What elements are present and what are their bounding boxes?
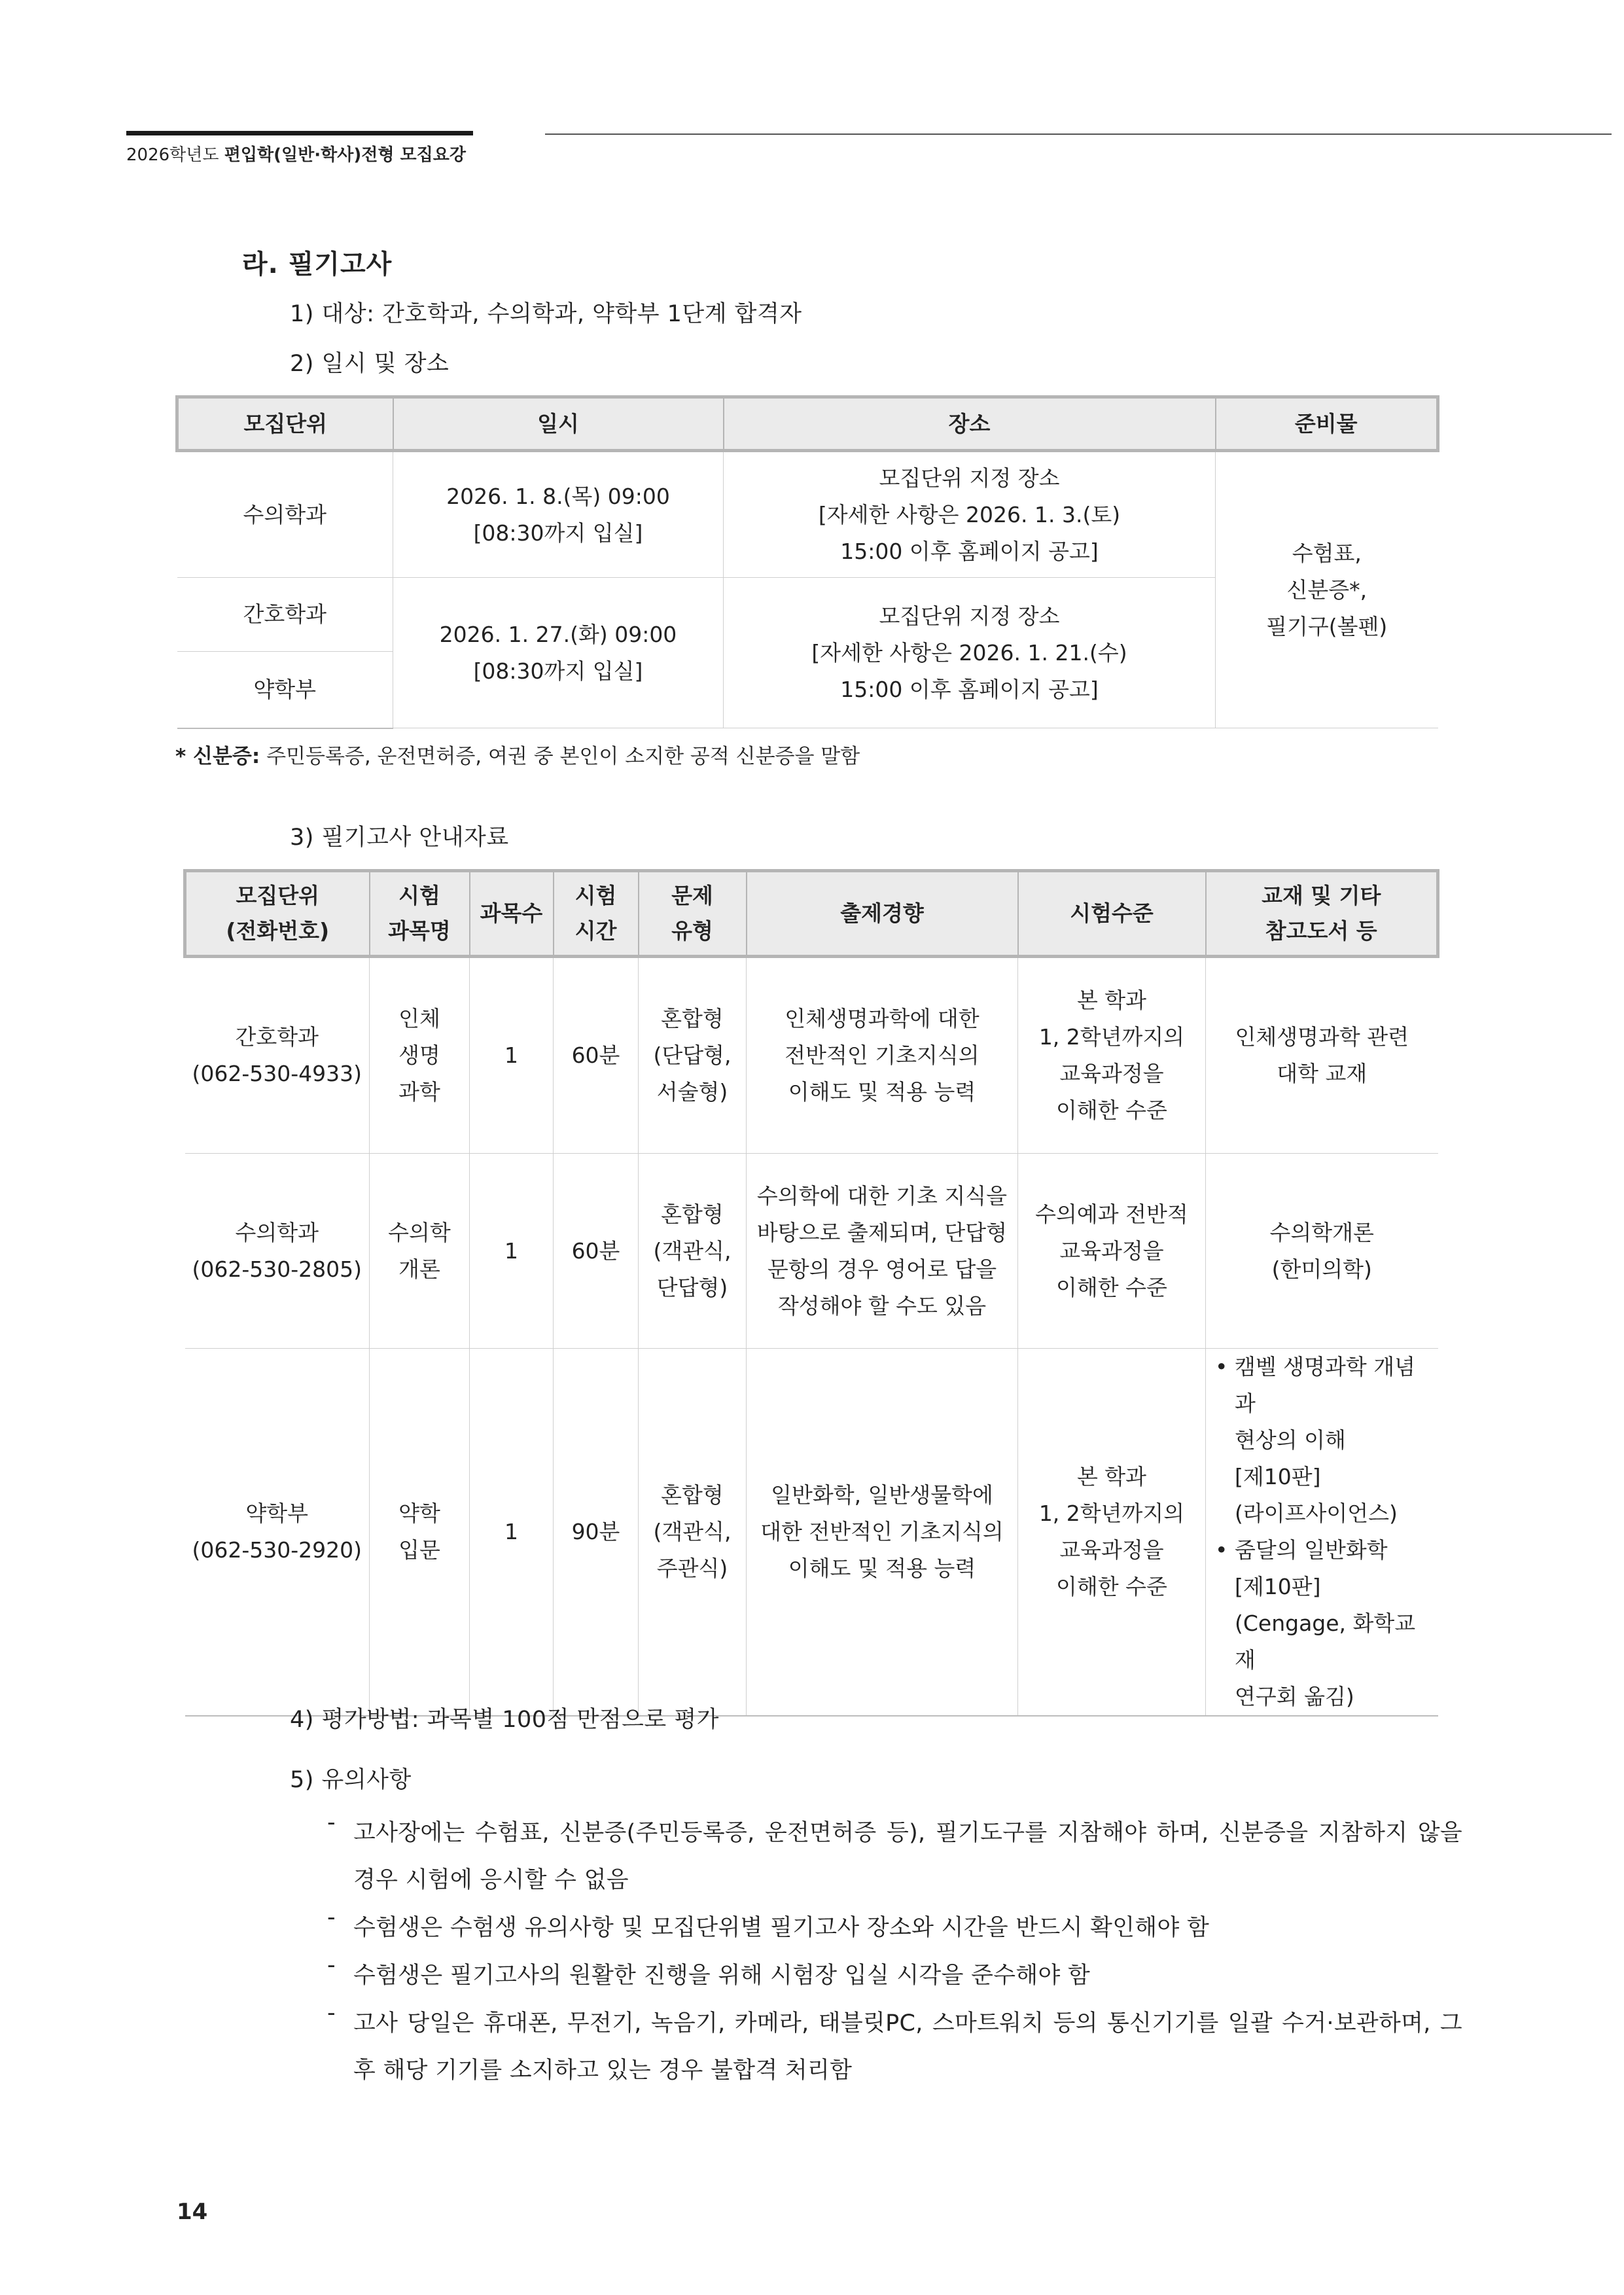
cell-line: 이해한 수준: [1056, 1097, 1167, 1123]
schedule-table: [175, 395, 1439, 729]
place-line: [자세한 사항은 2026. 1. 21.(수): [811, 639, 1127, 666]
header-line: 과목명: [388, 918, 451, 944]
cell-line: 수의학에 대한 기초 지식을: [756, 1183, 1008, 1209]
cell-line: 바탕으로 출제되며, 단답형: [756, 1219, 1008, 1245]
cell-line: 인체생명과학에 대한: [785, 1006, 980, 1031]
cell-line: 혼합형: [661, 1482, 724, 1508]
id-note-text: 주민등록증, 운전면허증, 여권 중 본인이 소지한 공적 신분증을 말함: [260, 745, 860, 768]
item-schedule: 2) 일시 및 장소: [290, 351, 450, 377]
unit-cell: 약학부: [177, 652, 393, 728]
unit-cell: [185, 1154, 370, 1349]
header-line: 시간: [574, 918, 617, 944]
place-line: 모집단위 지정 장소: [879, 603, 1060, 629]
cell-line: 혼합형: [661, 1201, 724, 1227]
trend-cell: [747, 1154, 1018, 1349]
bullet-icon: •: [1215, 1537, 1228, 1563]
subject-cell: [370, 1349, 470, 1717]
header-unit: 모집단위: [177, 397, 393, 451]
type-cell: [639, 1349, 747, 1717]
unit-cell: 수의학과: [177, 451, 393, 578]
supplies-line: 수험표,: [1292, 540, 1362, 566]
place-cell: [724, 578, 1216, 728]
cell-line: (객관식,: [653, 1237, 732, 1264]
book-text: [제10판]: [1235, 1464, 1321, 1489]
list-item-text: 고사장에는 수험표, 신분증(주민등록증, 운전면허증 등), 필기도구를 지참해야 하며, 신분증을 지참하지 않을 경우 시험에 응시할 수 없음: [353, 1820, 1462, 1893]
book-text: 줌달의 일반화학: [1234, 1537, 1388, 1563]
cell-line: 이해한 수준: [1056, 1274, 1167, 1300]
cell-line: 수의학개론: [1269, 1219, 1374, 1245]
dash-marker: -: [327, 1952, 336, 1978]
header-books: [1206, 871, 1438, 957]
header-line: 모집단위: [236, 883, 319, 908]
cell-line: 본 학과: [1076, 987, 1147, 1013]
book-bullet-line: [1215, 1349, 1434, 1422]
cell-line: 1, 2학년까지의: [1038, 1501, 1185, 1526]
cell-line: (062-530-4933): [192, 1061, 362, 1086]
book-text: (라이프사이언스): [1235, 1501, 1398, 1526]
cell-line: 수의학: [388, 1219, 451, 1245]
cell-line: 이해한 수준: [1056, 1574, 1167, 1599]
item-notes: 5) 유의사항: [290, 1767, 412, 1793]
datetime-line: 2026. 1. 27.(화) 09:00: [439, 621, 677, 647]
header-subject: [370, 871, 470, 957]
place-cell: [724, 451, 1216, 578]
books-cell: [1206, 1154, 1438, 1349]
header-title: 편입학(일반·학사)전형 모집요강: [224, 145, 466, 165]
datetime-line: [08:30까지 입실]: [473, 520, 643, 546]
cell-line: 수의학과: [235, 1219, 319, 1245]
cell-line: 1, 2학년까지의: [1038, 1024, 1185, 1050]
book-text: 캠벨 생명과학 개념과: [1234, 1354, 1415, 1416]
dash-marker: -: [327, 1809, 336, 1836]
header-supplies: 준비물: [1216, 397, 1438, 451]
guide-table: [183, 869, 1439, 1717]
list-item-text: 수험생은 필기고사의 원활한 진행을 위해 시험장 입실 시각을 준수해야 함: [353, 1963, 1091, 1989]
unit-cell: [185, 1349, 370, 1717]
item-evaluation: 4) 평가방법: 과목별 100점 만점으로 평가: [290, 1707, 719, 1733]
header-type: [639, 871, 747, 957]
cell-line: (062-530-2920): [192, 1537, 362, 1563]
list-item: [327, 2000, 1462, 2094]
dash-marker: -: [327, 1904, 336, 1930]
cell-line: 간호학과: [235, 1024, 319, 1050]
cell-line: 전반적인 기초지식의: [785, 1042, 980, 1068]
section-title: 라. 필기고사: [242, 249, 393, 279]
table-row: [185, 957, 1438, 1154]
table-row: [185, 1154, 1438, 1349]
table-row: [185, 1349, 1438, 1717]
count-cell: 1: [470, 957, 554, 1154]
header-line: 교재 및 기타: [1262, 883, 1381, 908]
book-text: [제10판]: [1235, 1574, 1321, 1599]
cell-line: 개론: [398, 1256, 440, 1282]
table-row: [177, 451, 1438, 578]
dash-marker: -: [327, 2000, 336, 2026]
supplies-line: 신분증*,: [1286, 577, 1368, 603]
trend-cell: [747, 957, 1018, 1154]
guide-header-row: [185, 871, 1438, 957]
header-level: 시험수준: [1018, 871, 1206, 957]
header-rule-thick: [126, 131, 473, 135]
header-place: 장소: [724, 397, 1216, 451]
cell-line: 약학부: [245, 1501, 309, 1526]
level-cell: [1018, 1154, 1206, 1349]
level-cell: [1018, 957, 1206, 1154]
header-line: 유형: [671, 918, 713, 944]
cell-line: 본 학과: [1076, 1464, 1147, 1489]
cell-line: 문항의 경우 영어로 답을: [767, 1256, 997, 1282]
time-cell: 90분: [554, 1349, 639, 1717]
cell-line: 일반화학, 일반생물학에: [771, 1482, 993, 1508]
place-line: 15:00 이후 홈페이지 공고]: [840, 538, 1099, 564]
item-target: 1) 대상: 간호학과, 수의학과, 약학부 1단계 합격자: [290, 301, 802, 327]
book-text: 연구회 옮김): [1235, 1684, 1354, 1709]
header-line: 참고도서 등: [1265, 918, 1377, 944]
header-time: [554, 871, 639, 957]
header-line: 시험: [398, 883, 440, 908]
cell-line: 입문: [398, 1537, 440, 1563]
header-year: 2026학년도: [126, 145, 219, 165]
bullet-icon: •: [1215, 1354, 1228, 1379]
header-trend: 출제경향: [747, 871, 1018, 957]
cell-line: 수의예과 전반적: [1035, 1201, 1188, 1227]
type-cell: [639, 1154, 747, 1349]
cell-line: 작성해야 할 수도 있음: [777, 1292, 987, 1319]
place-line: 15:00 이후 홈페이지 공고]: [840, 676, 1099, 702]
cell-line: 혼합형: [661, 1006, 724, 1031]
cell-line: 교육과정을: [1059, 1061, 1164, 1086]
cell-line: 생명: [398, 1042, 440, 1068]
cell-line: 주관식): [656, 1556, 728, 1581]
subject-cell: [370, 957, 470, 1154]
place-line: [자세한 사항은 2026. 1. 3.(토): [818, 501, 1121, 527]
cell-line: (한미의학): [1271, 1256, 1372, 1282]
cell-line: 이해도 및 적용 능력: [788, 1079, 976, 1105]
cell-line: 대한 전반적인 기초지식의: [760, 1519, 1004, 1544]
supplies-line: 필기구(볼펜): [1266, 613, 1388, 639]
header-line: 문제: [671, 883, 713, 908]
header-line: 시험: [574, 883, 617, 908]
cell-line: 인체: [398, 1006, 440, 1031]
cell-line: 교육과정을: [1059, 1537, 1164, 1563]
list-item-text: 수험생은 수험생 유의사항 및 모집단위별 필기고사 장소와 시간을 반드시 확인해야 함: [353, 1915, 1210, 1941]
datetime-line: 2026. 1. 8.(목) 09:00: [446, 483, 670, 509]
subject-cell: [370, 1154, 470, 1349]
cell-line: (객관식,: [653, 1519, 732, 1544]
cell-line: 대학 교재: [1277, 1061, 1368, 1086]
list-item: [327, 1809, 1462, 1904]
datetime-cell: [393, 578, 724, 728]
cell-line: (062-530-2805): [192, 1256, 362, 1282]
header-unit-phone: [185, 871, 370, 957]
time-cell: 60분: [554, 957, 639, 1154]
page-number: 14: [177, 2199, 208, 2225]
books-cell: [1206, 957, 1438, 1154]
datetime-cell: [393, 451, 724, 578]
id-note: [175, 739, 860, 769]
running-header: [126, 141, 466, 166]
trend-cell: [747, 1349, 1018, 1717]
book-text: (Cengage, 화학교재: [1235, 1610, 1416, 1673]
cell-line: 이해도 및 적용 능력: [788, 1556, 976, 1581]
unit-cell: 간호학과: [177, 578, 393, 652]
place-line: 모집단위 지정 장소: [879, 465, 1060, 491]
level-cell: [1018, 1349, 1206, 1717]
datetime-line: [08:30까지 입실]: [473, 658, 643, 684]
schedule-header-row: [177, 397, 1438, 451]
cell-line: 서술형): [656, 1079, 728, 1105]
item-guide: 3) 필기고사 안내자료: [290, 825, 509, 851]
header-datetime: 일시: [393, 397, 724, 451]
list-item: [327, 1904, 1462, 1951]
count-cell: 1: [470, 1154, 554, 1349]
cell-line: 인체생명과학 관련: [1235, 1024, 1409, 1050]
cell-line: (단답형,: [653, 1042, 732, 1068]
cell-line: 단답형): [656, 1274, 728, 1300]
book-bullet-line: [1215, 1532, 1434, 1569]
type-cell: [639, 957, 747, 1154]
supplies-cell: [1216, 451, 1438, 728]
unit-cell: [185, 957, 370, 1154]
id-note-label: * 신분증:: [175, 745, 260, 768]
header-rule-thin: [545, 133, 1612, 135]
header-line: (전화번호): [226, 918, 330, 944]
cell-line: 교육과정을: [1059, 1237, 1164, 1264]
cell-line: 과학: [398, 1079, 440, 1105]
cell-line: 약학: [398, 1501, 440, 1526]
header-count: 과목수: [470, 871, 554, 957]
time-cell: 60분: [554, 1154, 639, 1349]
list-item-text: 고사 당일은 휴대폰, 무전기, 녹음기, 카메라, 태블릿PC, 스마트워치 등의 통신기기를 일괄 수거·보관하며, 그 후 해당 기기를 소지하고 있는 경우 불합격 처리함: [353, 2010, 1462, 2084]
book-text: 현상의 이해: [1235, 1427, 1346, 1453]
count-cell: 1: [470, 1349, 554, 1717]
list-item: [327, 1952, 1462, 1999]
books-cell: [1206, 1349, 1438, 1717]
